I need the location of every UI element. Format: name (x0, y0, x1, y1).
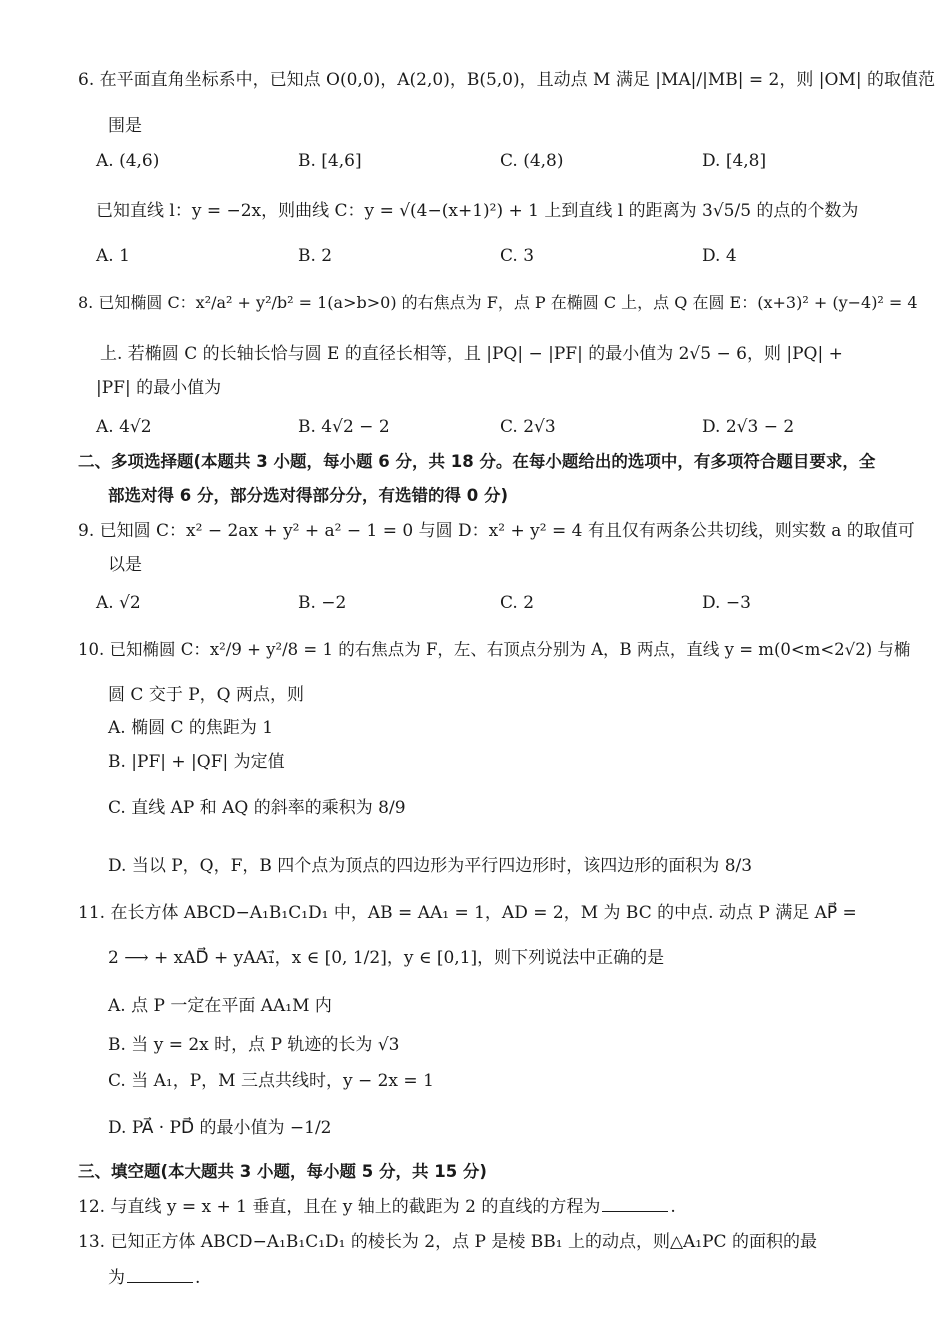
q10-option-b: B. |PF| + |QF| 为定值 (108, 752, 285, 772)
q8-option-a: A. 4√2 (96, 417, 152, 437)
q8-option-c: C. 2√3 (500, 417, 556, 437)
q12-answer-blank[interactable] (602, 1210, 668, 1212)
q9-option-c: C. 2 (500, 593, 535, 613)
section2-heading-line2: 部选对得 6 分，部分选对得部分分，有选错的得 0 分) (108, 486, 508, 505)
q9-option-a: A. √2 (96, 593, 141, 613)
q13-period: . (195, 1268, 201, 1288)
q10-line1: 10. 已知椭圆 C：x²/9 + y²/8 = 1 的右焦点为 F，左、右顶点分别为 A，B 两点，直线 y = m(0<m<2√2) 与椭 (78, 640, 911, 659)
q9-line2: 以是 (108, 555, 142, 575)
q7-line1: 已知直线 l：y = −2x，则曲线 C：y = √(4−(x+1)²) + 1 上到直线 l 的距离为 3√5/5 的点的个数为 (96, 201, 859, 221)
q7-option-c: C. 3 (500, 246, 535, 266)
q13-text: 为 (108, 1268, 125, 1288)
q10-option-d: D. 当以 P，Q，F，B 四个点为顶点的四边形为平行四边形时，该四边形的面积为 8/3 (108, 856, 753, 876)
q12-line1 (78, 1199, 676, 1216)
q11-option-d: D. PA⃗ · PD⃗ 的最小值为 −1/2 (108, 1118, 332, 1138)
q7-option-b: B. 2 (298, 246, 333, 266)
q13-line2 (108, 1270, 200, 1287)
section2-heading-line1: 二、多项选择题(本题共 3 小题，每小题 6 分，共 18 分。在每小题给出的选项中，有多项符合题目要求，全 (78, 452, 876, 471)
q6-option-d: D. [4,8] (702, 151, 767, 171)
q11-option-a: A. 点 P 一定在平面 AA₁M 内 (108, 996, 332, 1016)
q6-option-a: A. (4,6) (96, 151, 160, 171)
q8-line3: |PF| 的最小值为 (96, 378, 222, 398)
q11-line2: 2 ⟶ + xAD⃗ + yAA₁⃗，x ∈ [0, 1/2]，y ∈ [0,1]，则下列说法中正确的是 (108, 948, 665, 968)
q9-line1: 9. 已知圆 C：x² − 2ax + y² + a² − 1 = 0 与圆 D：x² + y² = 4 有且仅有两条公共切线，则实数 a 的取值可 (78, 521, 915, 541)
q6-option-c: C. (4,8) (500, 151, 564, 171)
q13-line1: 13. 已知正方体 ABCD−A₁B₁C₁D₁ 的棱长为 2，点 P 是棱 BB₁ 上的动点，则△A₁PC 的面积的最 (78, 1232, 817, 1252)
section3-heading: 三、填空题(本大题共 3 小题，每小题 5 分，共 15 分) (78, 1162, 487, 1181)
q9-option-d: D. −3 (702, 593, 751, 613)
q9-option-b: B. −2 (298, 593, 347, 613)
q11-option-b: B. 当 y = 2x 时，点 P 轨迹的长为 √3 (108, 1035, 400, 1055)
q11-option-c: C. 当 A₁，P，M 三点共线时，y − 2x = 1 (108, 1071, 434, 1091)
q12-period: . (670, 1197, 676, 1217)
q8-line2: 上. 若椭圆 C 的长轴长恰与圆 E 的直径长相等，且 |PQ| − |PF| 的最小值为 2√5 − 6，则 |PQ| + (100, 344, 843, 364)
q7-option-d: D. 4 (702, 246, 737, 266)
q7-option-a: A. 1 (96, 246, 130, 266)
q10-line2: 圆 C 交于 P，Q 两点，则 (108, 685, 304, 705)
q10-option-c: C. 直线 AP 和 AQ 的斜率的乘积为 8/9 (108, 798, 406, 818)
q12-text: 12. 与直线 y = x + 1 垂直，且在 y 轴上的截距为 2 的直线的方程为 (78, 1197, 601, 1217)
q10-option-a: A. 椭圆 C 的焦距为 1 (108, 718, 274, 738)
q6-line2: 围是 (108, 116, 142, 136)
q11-line1: 11. 在长方体 ABCD−A₁B₁C₁D₁ 中，AB = AA₁ = 1，AD = 2，M 为 BC 的中点. 动点 P 满足 AP⃗ = (78, 903, 857, 923)
q8-option-b: B. 4√2 − 2 (298, 417, 390, 437)
q8-line1: 8. 已知椭圆 C：x²/a² + y²/b² = 1(a>b>0) 的右焦点为 F，点 P 在椭圆 C 上，点 Q 在圆 E：(x+3)² + (y−4)² = 4 (78, 293, 918, 312)
q6-option-b: B. [4,6] (298, 151, 362, 171)
q6-line1: 6. 在平面直角坐标系中，已知点 O(0,0)，A(2,0)，B(5,0)，且动点 M 满足 |MA|/|MB| = 2，则 |OM| 的取值范 (78, 70, 935, 90)
q8-option-d: D. 2√3 − 2 (702, 417, 795, 437)
q13-answer-blank[interactable] (127, 1281, 193, 1283)
